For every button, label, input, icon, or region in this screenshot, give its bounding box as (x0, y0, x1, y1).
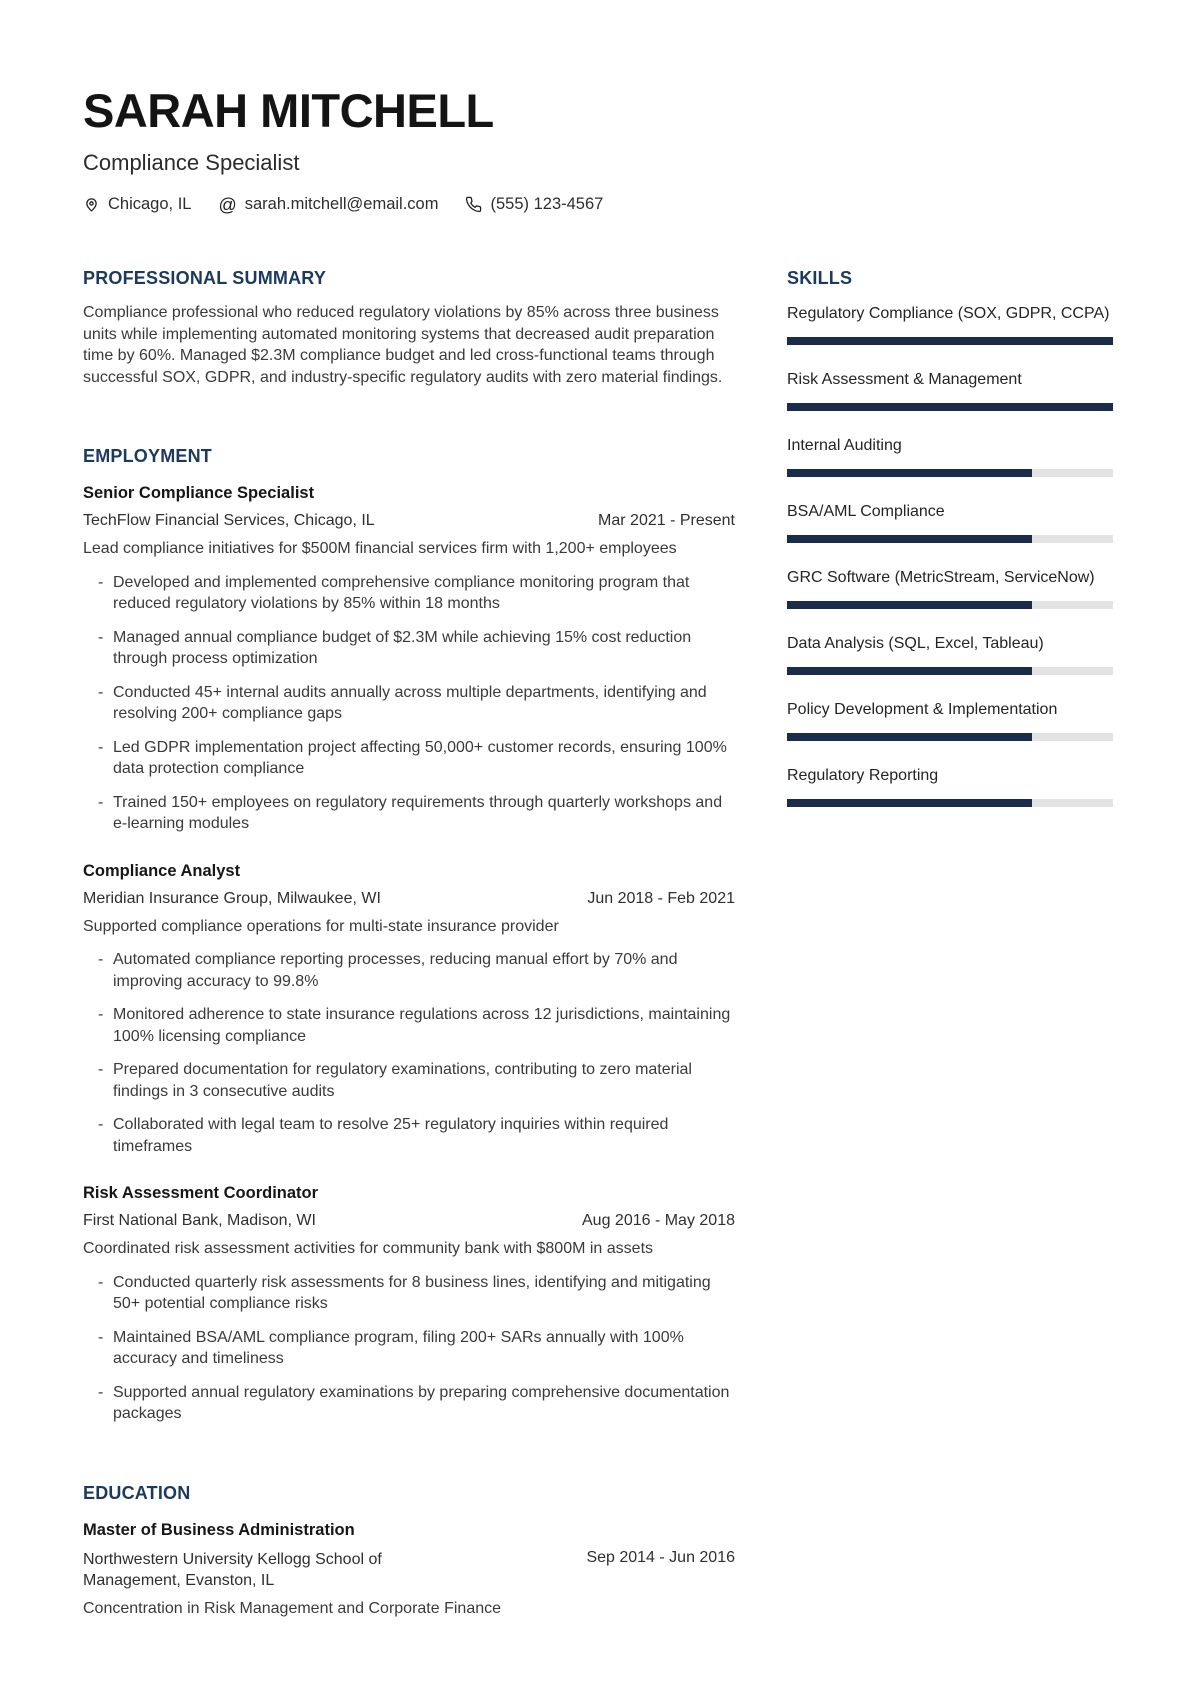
skill-item (787, 765, 1113, 807)
job-bullet: - Monitored adherence to state insurance regulations across 12 jurisdictions, maintaining 100% licensing compliance (83, 1004, 735, 1047)
job-bullets (83, 572, 735, 835)
skill-bar-track (787, 403, 1113, 411)
job-bullet: - Supported annual regulatory examinations by preparing comprehensive documentation packages (83, 1382, 735, 1425)
skills-heading: SKILLS (787, 268, 853, 289)
skill-bar-fill (787, 469, 1032, 477)
skill-item (787, 369, 1113, 411)
contact-location (83, 195, 191, 214)
job-company: TechFlow Financial Services, Chicago, IL (83, 512, 375, 530)
section-professional-summary (83, 268, 735, 388)
skill-item (787, 633, 1113, 675)
job-bullet: - Conducted 45+ internal audits annually across multiple departments, identifying and resolving 200+ compliance gaps (83, 682, 735, 725)
skill-label: Internal Auditing (787, 437, 902, 455)
skill-bar-track (787, 469, 1113, 477)
skill-bar-track (787, 667, 1113, 675)
job-bullets (83, 1272, 735, 1425)
skill-label: Risk Assessment & Management (787, 371, 1022, 389)
job-summary: Coordinated risk assessment activities for community bank with $800M in assets (83, 1240, 654, 1258)
person-title: Compliance Specialist (83, 150, 300, 176)
job-bullet: - Prepared documentation for regulatory examinations, contributing to zero material findings in 3 consecutive audits (83, 1059, 735, 1102)
section-education (83, 1483, 735, 1618)
skill-bar-track (787, 733, 1113, 741)
skill-item (787, 567, 1113, 609)
skill-bar-track (787, 799, 1113, 807)
education-dates: Sep 2014 - Jun 2016 (586, 1548, 735, 1566)
education-details: Concentration in Risk Management and Corporate Finance (83, 1599, 502, 1617)
section-employment (83, 446, 735, 1425)
job-bullet: - Maintained BSA/AML compliance program, filing 200+ SARs annually with 100% accuracy and timeliness (83, 1327, 735, 1370)
skill-item (787, 303, 1113, 345)
skills-column (787, 268, 1113, 1618)
contact-row (83, 195, 1113, 214)
content-columns (83, 268, 1113, 1618)
skill-bar-fill (787, 337, 1113, 345)
education-meta-row (83, 1549, 735, 1592)
contact-phone (465, 195, 603, 214)
skill-label: Data Analysis (SQL, Excel, Tableau) (787, 635, 1044, 653)
job-entry (83, 1184, 735, 1425)
person-name: SARAH MITCHELL (83, 84, 494, 137)
main-column (83, 268, 735, 1618)
job-bullet: - Collaborated with legal team to resolve 25+ regulatory inquiries within required timeframes (83, 1114, 735, 1157)
job-dates: Mar 2021 - Present (598, 512, 735, 530)
contact-email-text: sarah.mitchell@email.com (244, 195, 439, 214)
job-bullet: - Developed and implemented comprehensive compliance monitoring program that reduced regulatory violations by 85% within 18 months (83, 572, 735, 615)
resume-header (83, 86, 1113, 214)
skill-label: BSA/AML Compliance (787, 503, 945, 521)
education-school: Northwestern University Kellogg School of Management, Evanston, IL (83, 1550, 382, 1590)
job-title: Risk Assessment Coordinator (83, 1184, 319, 1203)
skill-bar-fill (787, 403, 1113, 411)
job-bullet: - Trained 150+ employees on regulatory requirements through quarterly workshops and e-learning modules (83, 792, 735, 835)
skill-label: Policy Development & Implementation (787, 701, 1058, 719)
job-summary: Supported compliance operations for multi-state insurance provider (83, 917, 559, 935)
skill-item (787, 435, 1113, 477)
employment-heading: EMPLOYMENT (83, 446, 213, 467)
skill-item (787, 699, 1113, 741)
skill-bar-fill (787, 733, 1032, 741)
job-meta-row (83, 512, 735, 530)
skill-label: Regulatory Reporting (787, 767, 939, 785)
education-degree: Master of Business Administration (83, 1520, 355, 1539)
education-heading: EDUCATION (83, 1482, 191, 1503)
contact-location-text: Chicago, IL (108, 195, 192, 214)
job-bullet: - Managed annual compliance budget of $2.3M while achieving 15% cost reduction through process optimization (83, 627, 735, 670)
at-icon: @ (218, 194, 237, 215)
skill-bar-fill (787, 535, 1032, 543)
skill-bar-track (787, 535, 1113, 543)
skill-bar-track (787, 337, 1113, 345)
job-entry (83, 862, 735, 1158)
job-meta-row (83, 1212, 735, 1230)
job-bullet: - Led GDPR implementation project affecting 50,000+ customer records, ensuring 100% data protection compliance (83, 737, 735, 780)
summary-heading: PROFESSIONAL SUMMARY (83, 268, 327, 289)
skill-label: Regulatory Compliance (SOX, GDPR, CCPA) (787, 305, 1110, 323)
phone-icon (465, 196, 482, 213)
skill-bar-fill (787, 799, 1032, 807)
job-company: First National Bank, Madison, WI (83, 1212, 316, 1230)
job-meta-row (83, 890, 735, 908)
job-summary: Lead compliance initiatives for $500M financial services firm with 1,200+ employees (83, 540, 677, 558)
job-bullet: - Automated compliance reporting processes, reducing manual effort by 70% and improving accuracy to 99.8% (83, 949, 735, 992)
skill-label: GRC Software (MetricStream, ServiceNow) (787, 569, 1095, 587)
skill-bar-track (787, 601, 1113, 609)
job-bullet: - Conducted quarterly risk assessments for 8 business lines, identifying and mitigating 50+ potential compliance risks (83, 1272, 735, 1315)
job-title: Compliance Analyst (83, 861, 241, 880)
job-company: Meridian Insurance Group, Milwaukee, WI (83, 889, 381, 907)
contact-phone-text: (555) 123-4567 (490, 195, 604, 214)
job-dates: Aug 2016 - May 2018 (582, 1212, 735, 1230)
location-pin-icon (83, 196, 100, 213)
summary-text: Compliance professional who reduced regulatory violations by 85% across three business units while implementing automated monitoring systems that decreased audit preparation time by 60%. Managed $2.3M compliance budget and led cross-functional teams through successful SOX, GDPR, and industry-specific regulatory audits with zero material findings. (83, 304, 723, 386)
job-bullets (83, 949, 735, 1157)
job-title: Senior Compliance Specialist (83, 484, 315, 503)
job-dates: Jun 2018 - Feb 2021 (587, 889, 735, 907)
contact-email (218, 195, 438, 214)
skill-bar-fill (787, 601, 1032, 609)
job-entry (83, 484, 735, 835)
skill-bar-fill (787, 667, 1032, 675)
skill-item (787, 501, 1113, 543)
